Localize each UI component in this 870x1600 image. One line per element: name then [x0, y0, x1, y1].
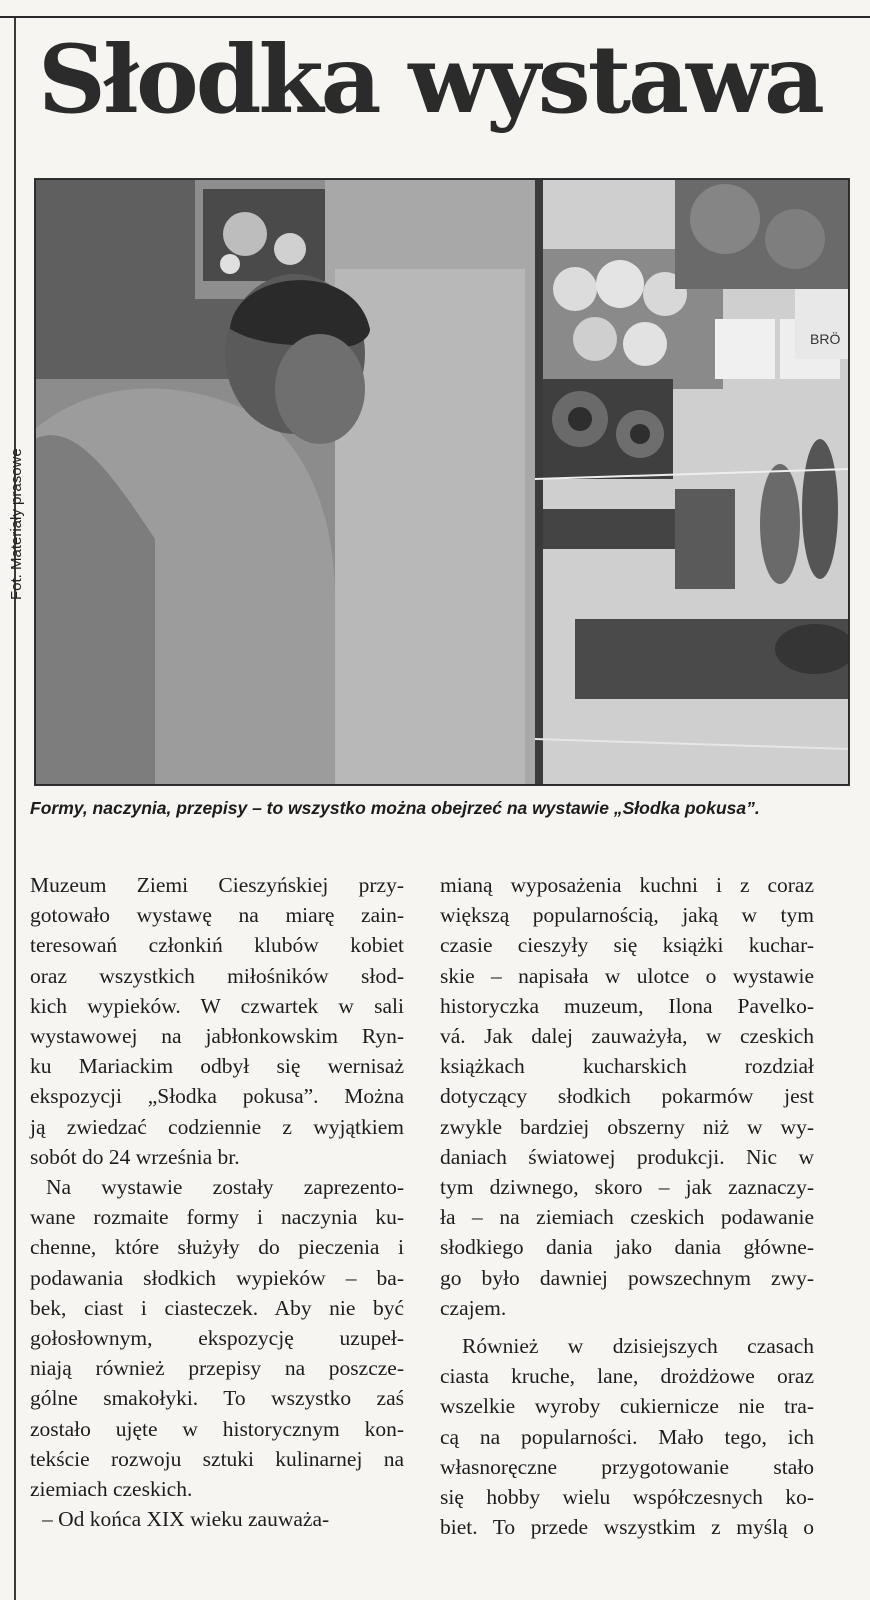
text-line: ciasta kruche, lane, drożdżowe oraz: [440, 1364, 814, 1389]
text-line: zostało ujęte w historycznym kon-: [30, 1416, 404, 1441]
text-line: słodkiego dania jako dania główne-: [440, 1235, 814, 1260]
text-line: vá. Jak dalej zauważyła, w czeskich: [440, 1024, 814, 1049]
text-line: tym dziwnego, skoro – jak zaznaczy-: [440, 1175, 814, 1200]
text-line: – Od końca XIX wieku zauważa-: [42, 1507, 330, 1532]
text-line: historyczka muzeum, Ilona Pavelko-: [440, 993, 814, 1018]
text-line: niają również przepisy na poszcze-: [30, 1356, 404, 1381]
text-line: chenne, które służyły do pieczenia i: [30, 1235, 404, 1260]
text-line: bek, ciast i ciasteczek. Aby nie być: [30, 1295, 404, 1320]
text-line: oraz wszystkich miłośników słod-: [30, 963, 404, 988]
article-column-2: [440, 870, 814, 1542]
text-line: biet. To przede wszystkim z myślą o: [440, 1515, 814, 1540]
article-column-1: [30, 870, 404, 1534]
photo-illustration: [35, 179, 849, 785]
text-line: ku Mariackim odbył się wernisaż: [30, 1054, 404, 1079]
text-line: Również w dzisiejszych czasach: [462, 1334, 814, 1359]
photo-caption: Formy, naczynia, przepisy – to wszystko można obejrzeć na wystawie „Słodka pokusa”.: [30, 798, 760, 818]
text-line: teresowań członkiń klubów kobiet: [30, 933, 404, 958]
text-line: gotowało wystawę na miarę zain-: [30, 903, 404, 928]
article-photo: [34, 178, 850, 786]
text-line: wystawowej na jabłonkowskim Ryn-: [30, 1024, 404, 1049]
text-line: mianą wyposażenia kuchni i z coraz: [440, 873, 814, 897]
text-line: wane rozmaite formy i naczynia ku-: [30, 1205, 404, 1230]
text-line: większą popularnością, jaką w tym: [440, 903, 814, 928]
text-line: Muzeum Ziemi Cieszyńskiej przy-: [30, 873, 404, 897]
text-line: się hobby wielu współczesnych ko-: [440, 1485, 814, 1510]
text-line: cą na popularności. Mało tego, ich: [440, 1424, 814, 1449]
text-line: ją zwiedzać codziennie z wyjątkiem: [30, 1114, 404, 1139]
text-line: tekście rozwoju sztuki kulinarnej na: [30, 1446, 404, 1471]
text-line: Na wystawie zostały zaprezento-: [46, 1175, 404, 1200]
left-rule: [14, 18, 16, 1600]
text-line: czasie cieszyły się książki kuchar-: [440, 933, 814, 958]
text-line: skie – napisała w ulotce o wystawie: [440, 963, 814, 988]
text-line: ekspozycji „Słodka pokusa”. Można: [30, 1084, 404, 1109]
text-line: gołosłownym, ekspozycję uzupeł-: [30, 1326, 404, 1351]
photo-credit: Fot. Materiały prasowe: [8, 448, 25, 600]
text-line: gólne smakołyki. To wszystko zaś: [30, 1386, 404, 1411]
text-line: daniach światowej produkcji. Nic w: [440, 1144, 814, 1169]
text-line: własnoręczne przygotowanie stało: [440, 1454, 814, 1479]
text-line: wszelkie wyroby cukiernicze nie tra-: [440, 1394, 814, 1419]
text-line: ła – na ziemiach czeskich podawanie: [440, 1205, 814, 1230]
text-line: dotyczący słodkich pokarmów jest: [440, 1084, 814, 1109]
text-line: czajem.: [440, 1295, 507, 1320]
text-line: ziemiach czeskich.: [30, 1477, 193, 1502]
text-line: sobót do 24 września br.: [30, 1144, 240, 1169]
headline: Słodka wystawa: [38, 25, 822, 135]
text-line: książkach kucharskich rozdział: [440, 1054, 814, 1079]
text-line: podawania słodkich wypieków – ba-: [30, 1265, 404, 1290]
photo-sign-text: BRÖ: [810, 331, 841, 347]
text-line: go było dawniej powszechnym zwy-: [440, 1265, 814, 1290]
top-rule: [0, 16, 870, 18]
text-line: kich wypieków. W czwartek w sali: [30, 993, 404, 1018]
text-line: zwykle bardziej obszerny niż w wy-: [440, 1114, 814, 1139]
